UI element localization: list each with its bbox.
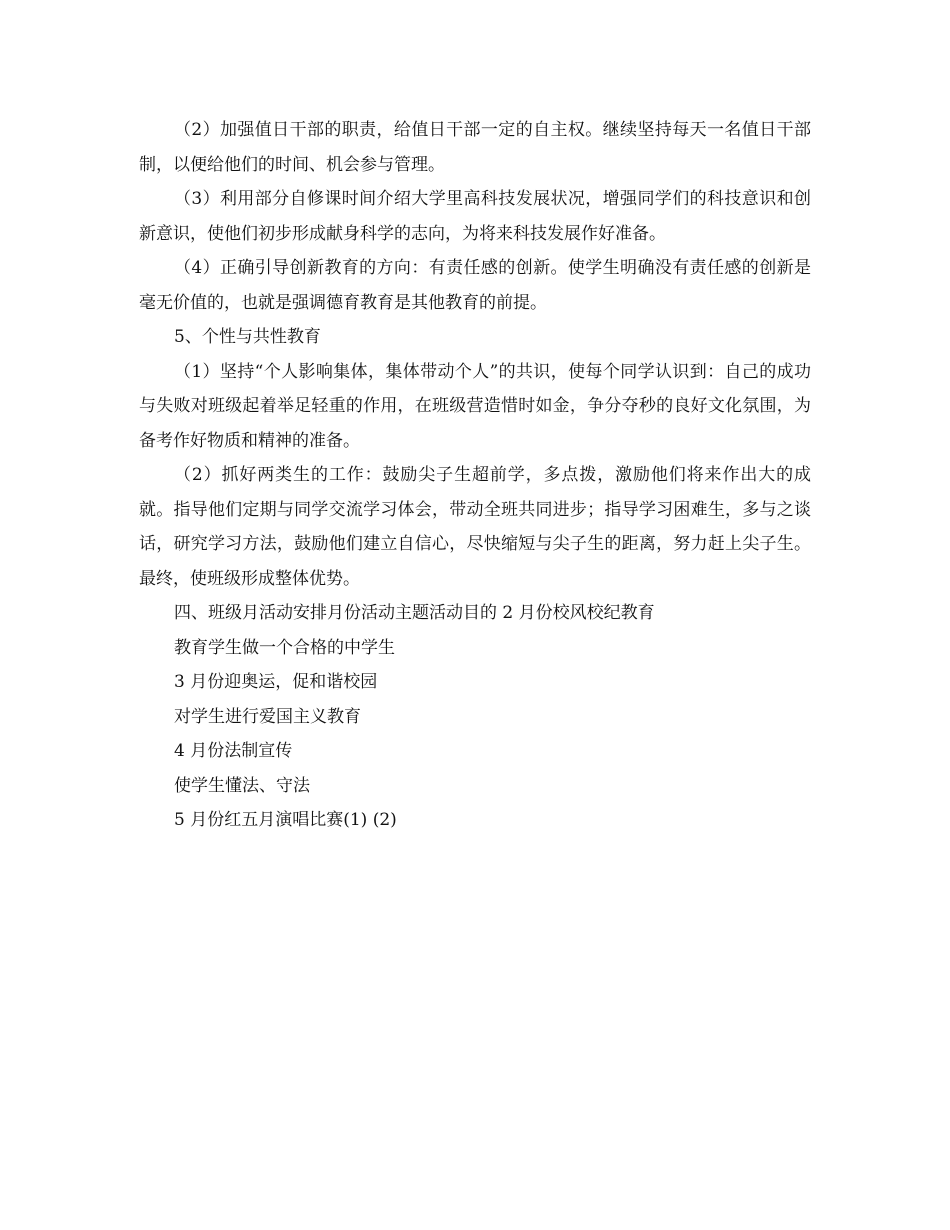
- paragraph-duty-cadre: （2）加强值日干部的职责，给值日干部一定的自主权。继续坚持每天一名值日干部制，以便给他们的时间、机会参与管理。: [139, 120, 811, 175]
- activity-line: 4 月份法制宣传: [174, 741, 293, 761]
- activity-line: 使学生懂法、守法: [174, 775, 310, 796]
- paragraph-collective-consensus: （1）坚持“个人影响集体，集体带动个人”的共识，使每个同学认识到：自己的成功与失败对班级起着举足轻重的作用，在班级营造惜时如金，争分夺秒的良好文化氛围，为备考作好物质和精神的准备。: [139, 361, 811, 451]
- activity-line: 3 月份迎奥运，促和谐校园: [174, 672, 378, 692]
- activity-line: 对学生进行爱国主义教育: [174, 706, 361, 727]
- activity-line: 教育学生做一个合格的中学生: [174, 637, 395, 658]
- activity-line: 5 月份红五月演唱比赛(1) (2): [174, 810, 397, 830]
- section-heading-monthly-activities: 四、班级月活动安排月份活动主题活动目的 2 月份校风校纪教育: [174, 603, 655, 623]
- document-body: [139, 113, 811, 838]
- paragraph-two-student-types: （2）抓好两类生的工作：鼓励尖子生超前学，多点拨，激励他们将来作出大的成就。指导他们定期与同学交流学习体会，带动全班共同进步；指导学习困难生，多与之谈话，研究学习方法，鼓励他们建立自信心，尽快缩短与尖子生的距离，努力赶上尖子生。最终，使班级形成整体优势。: [139, 465, 811, 589]
- paragraph-innovation-education: （4）正确引导创新教育的方向：有责任感的创新。使学生明确没有责任感的创新是毫无价值的，也就是强调德育教育是其他教育的前提。: [139, 258, 811, 313]
- section-heading-individuality: 5、个性与共性教育: [174, 327, 321, 347]
- paragraph-tech-awareness: （3）利用部分自修课时间介绍大学里高科技发展状况，增强同学们的科技意识和创新意识，使他们初步形成献身科学的志向，为将来科技发展作好准备。: [139, 189, 811, 244]
